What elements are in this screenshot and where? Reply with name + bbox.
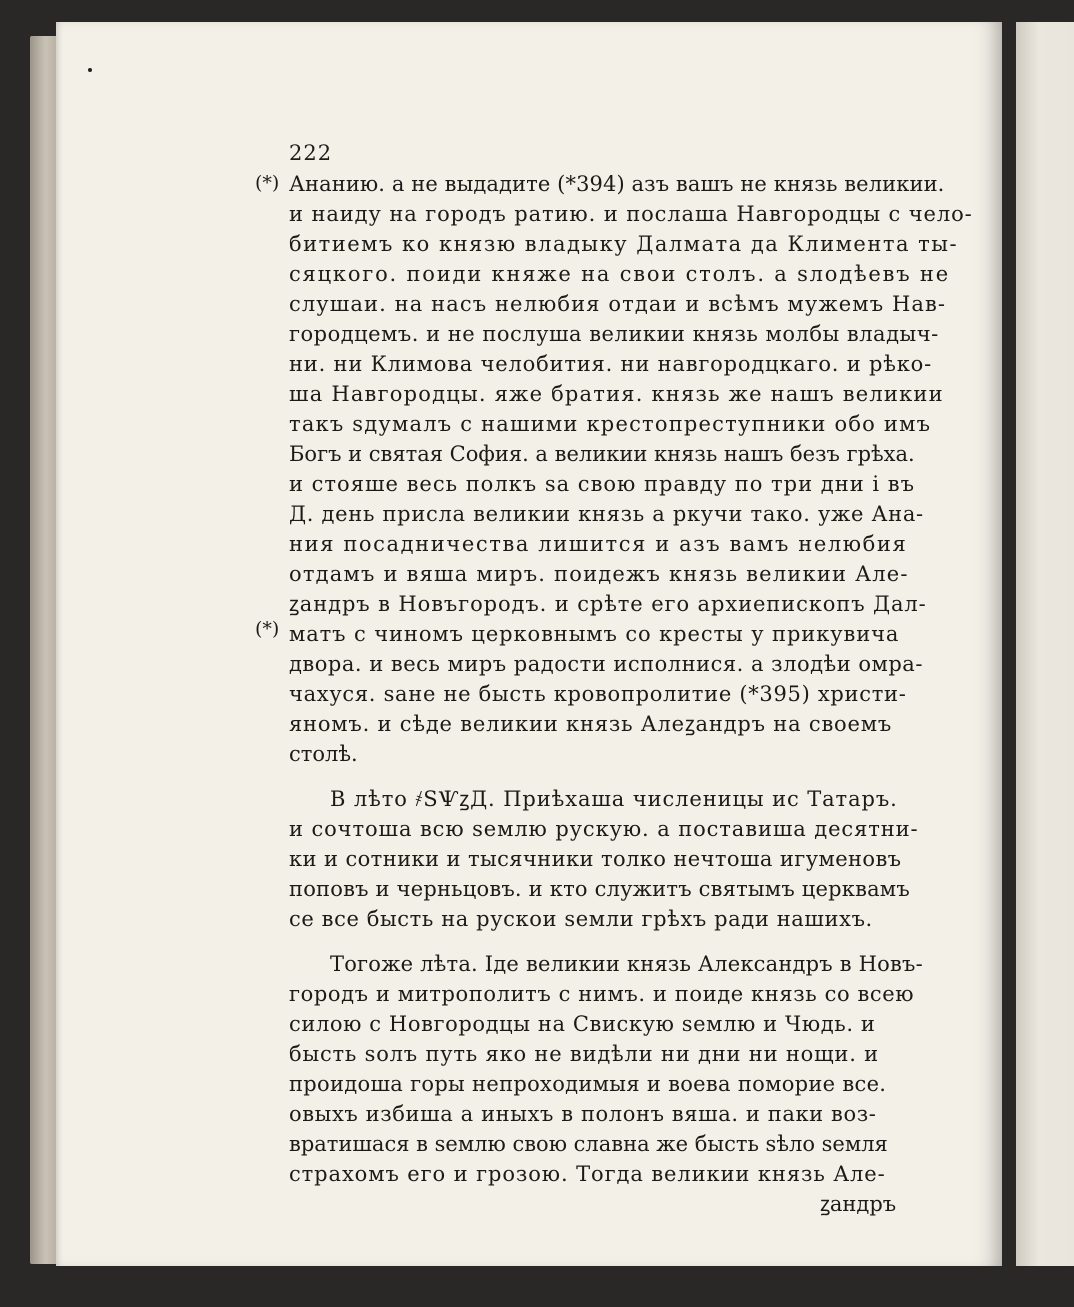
line-5: слушаи. на насъ нелюбия отдаи и всѣмъ мужемъ Нав- <box>289 292 947 316</box>
line-19: яномъ. и сѣде великии князь Алеꙁандръ на своемъ <box>289 712 893 736</box>
line-31: овыхъ избиша а иныхъ в полонъ вяша. и паки воз- <box>289 1102 877 1126</box>
line-32: вратишася в ѕемлю свою славна же бысть ѕѣло ѕемля <box>289 1132 888 1156</box>
catchword: ꙁандръ <box>820 1192 897 1216</box>
line-25: се все бысть на рускои ѕемли грѣхъ ради нашихъ. <box>289 907 873 931</box>
line-2: и наиду на городъ ратию. и послаша Навгородцы с чело- <box>289 202 973 226</box>
line-20: столѣ. <box>289 742 358 766</box>
line-11: и стояше весь полкъ ѕа свою правду по три дни і въ <box>289 472 915 496</box>
line-8: ша Навгородцы. яже братия. князь же нашъ великии <box>289 382 944 406</box>
line-15: ꙁандръ в Новъгородъ. и срѣте его архиепископъ Дал- <box>289 592 927 616</box>
line-30: проидоша горы непроходимыя и воева поморие все. <box>289 1072 887 1096</box>
line-18: чахуся. ѕане не бысть кровопролитие (*395) христи- <box>289 682 907 706</box>
line-14: отдамъ и вяша миръ. поидежъ князь великии Але- <box>289 562 909 586</box>
line-27: городъ и митрополитъ с нимъ. и поиде князь со всею <box>289 982 915 1006</box>
line-6: городцемъ. и не послуша великии князь молбы владыч- <box>289 322 939 346</box>
line-4: сяцкого. поиди княже на свои столъ. а ѕлодѣевъ не <box>289 262 950 286</box>
ink-speck <box>88 68 92 72</box>
footnote-marker-1: (*) <box>255 172 280 194</box>
line-7: ни. ни Климова челобития. ни навгородцкаго. и рѣко- <box>289 352 933 376</box>
line-24: поповъ и черньцовъ. и кто служитъ святымъ церквамъ <box>289 877 910 901</box>
line-10: Богъ и святая София. а великии князь нашъ безъ грѣха. <box>289 442 915 466</box>
line-12: Д. день присла великии князь а ркучи тако. уже Ана- <box>289 502 924 526</box>
line-13: ния посадничества лишится и азъ вамъ нелюбия <box>289 532 908 556</box>
line-17: двора. и весь миръ радости исполнися. а злодѣи омра- <box>289 652 923 676</box>
line-29: бысть ѕолъ путь яко не видѣли ни дни ни нощи. и <box>289 1042 879 1066</box>
facing-page-edge <box>1016 22 1074 1266</box>
line-22: и сочтоша всю ѕемлю рускую. а поставиша десятни- <box>289 817 919 841</box>
line-1: Ананию. а не выдадите (*394) азъ вашъ не князь великии. <box>289 172 945 196</box>
page-number: 222 <box>289 141 333 165</box>
line-23: ки и сотники и тысячники толко нечтоша игуменовъ <box>289 847 902 871</box>
footnote-marker-2: (*) <box>255 618 280 640</box>
line-33: страхомъ его и грозою. Тогда великии князь Але- <box>289 1162 886 1186</box>
line-26: Тогоже лѣта. Іде великии князь Александръ в Новъ- <box>330 952 923 976</box>
line-3: битиемъ ко князю владыку Далмата да Климента ты- <box>289 232 959 256</box>
line-28: силою с Новгородцы на Свискую ѕемлю и Чюдь. и <box>289 1012 876 1036</box>
line-21: В лѣто ҂ЅѰꙁД. Приѣхаша численицы ис Татаръ. <box>330 787 898 811</box>
line-16: матъ с чиномъ церковнымъ со кресты у прикувича <box>289 622 900 646</box>
line-9: такъ ѕдумалъ с нашими крестопреступники обо имъ <box>289 412 932 436</box>
